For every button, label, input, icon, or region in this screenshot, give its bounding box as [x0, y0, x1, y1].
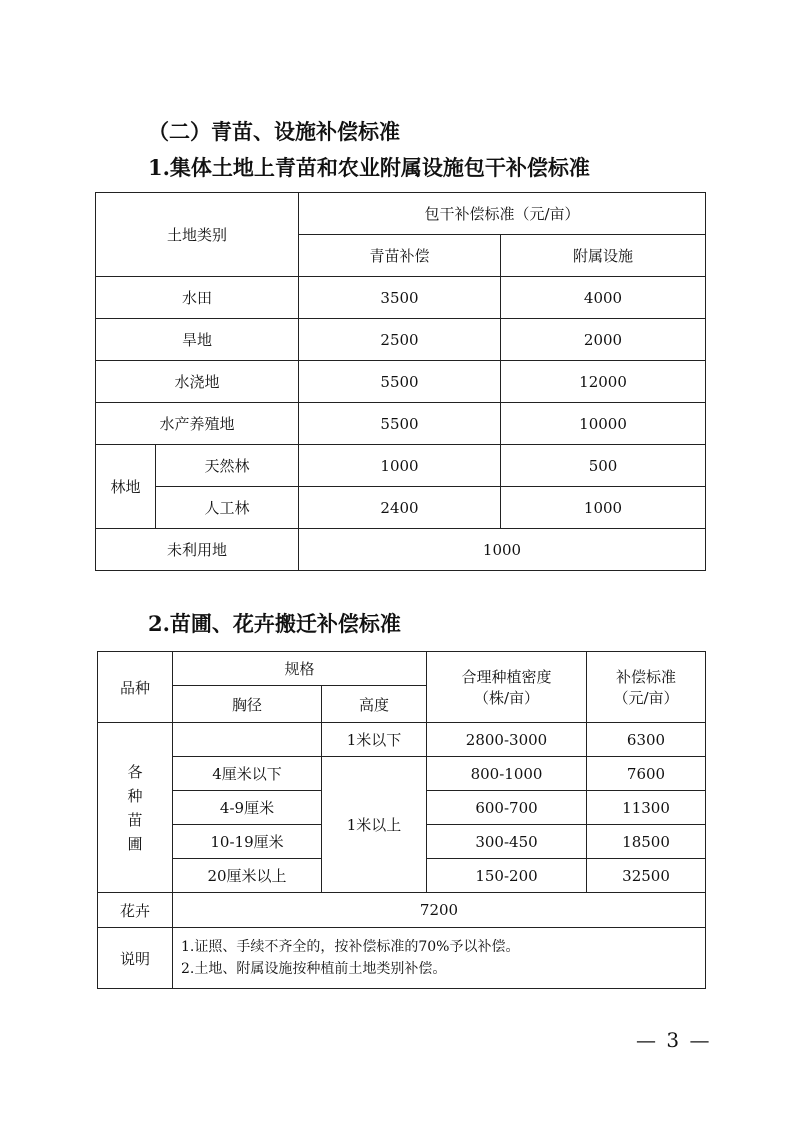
- height-cell: 1米以上: [322, 757, 427, 893]
- land-type-cell: 未利用地: [96, 529, 299, 571]
- nursery-label: [98, 723, 173, 893]
- table-row: [96, 361, 706, 403]
- seedling-value: 3500: [299, 277, 501, 319]
- table-row: [98, 723, 706, 757]
- diameter-cell: 20厘米以上: [173, 859, 322, 893]
- standard-cell: 18500: [587, 825, 706, 859]
- standard-cell: 32500: [587, 859, 706, 893]
- notes-label: 说明: [98, 928, 173, 989]
- table-row: [96, 529, 706, 571]
- land-type-cell: 水产养殖地: [96, 403, 299, 445]
- land-type-cell: 天然林: [156, 445, 299, 487]
- header-compensation-group: 包干补偿标准（元/亩）: [299, 193, 706, 235]
- header-density-label: 合理种植密度: [461, 668, 552, 686]
- flower-label: 花卉: [98, 893, 173, 928]
- header-diameter: 胸径: [173, 686, 322, 723]
- header-height: 高度: [322, 686, 427, 723]
- table-row: [98, 928, 706, 989]
- table-row: [96, 445, 706, 487]
- density-cell: 600-700: [427, 791, 587, 825]
- header-density-unit: （株/亩）: [473, 689, 540, 707]
- land-type-cell: 旱地: [96, 319, 299, 361]
- facility-value: 12000: [501, 361, 706, 403]
- header-facility: 附属设施: [501, 235, 706, 277]
- note-line: 1.证照、手续不齐全的，按补偿标准的70%予以补偿。: [181, 939, 520, 955]
- facility-value: 500: [501, 445, 706, 487]
- table-row: [96, 403, 706, 445]
- standard-cell: 11300: [587, 791, 706, 825]
- facility-value: 4000: [501, 277, 706, 319]
- table2-title: 2.苗圃、花卉搬迁补偿标准: [148, 611, 401, 636]
- compensation-table-seedlings: [95, 192, 706, 571]
- seedling-value: 1000: [299, 445, 501, 487]
- seedling-value: 2400: [299, 487, 501, 529]
- table-row: [96, 319, 706, 361]
- seedling-value: 5500: [299, 361, 501, 403]
- table-row: [96, 487, 706, 529]
- nursery-label-char: 种: [127, 786, 143, 805]
- header-variety: 品种: [98, 652, 173, 723]
- unused-value: 1000: [299, 529, 706, 571]
- notes-content: [173, 928, 706, 989]
- nursery-label-char: 圃: [127, 834, 143, 853]
- table-row: [98, 757, 706, 791]
- header-spec: 规格: [173, 652, 427, 686]
- page-number: — 3 —: [636, 1028, 712, 1052]
- header-density: [427, 652, 587, 723]
- density-cell: 2800-3000: [427, 723, 587, 757]
- diameter-cell: 4厘米以下: [173, 757, 322, 791]
- diameter-cell: [173, 723, 322, 757]
- seedling-value: 2500: [299, 319, 501, 361]
- facility-value: 2000: [501, 319, 706, 361]
- header-standard-label: 补偿标准: [616, 668, 677, 686]
- header-seedling: 青苗补偿: [299, 235, 501, 277]
- land-type-cell: 人工林: [156, 487, 299, 529]
- table-row: [98, 893, 706, 928]
- nursery-label-char: 各: [127, 762, 143, 781]
- standard-cell: 6300: [587, 723, 706, 757]
- facility-value: 10000: [501, 403, 706, 445]
- note-line: 2.土地、附属设施按种植前土地类别补偿。: [181, 961, 447, 977]
- compensation-table-nursery: [97, 651, 706, 989]
- facility-value: 1000: [501, 487, 706, 529]
- standard-cell: 7600: [587, 757, 706, 791]
- section-title: （二）青苗、设施补偿标准: [148, 119, 400, 144]
- header-standard-unit: （元/亩）: [613, 689, 679, 707]
- nursery-label-char: 苗: [127, 810, 143, 829]
- density-cell: 150-200: [427, 859, 587, 893]
- diameter-cell: 4-9厘米: [173, 791, 322, 825]
- height-cell: 1米以下: [322, 723, 427, 757]
- seedling-value: 5500: [299, 403, 501, 445]
- density-cell: 800-1000: [427, 757, 587, 791]
- diameter-cell: 10-19厘米: [173, 825, 322, 859]
- header-land-type: 土地类别: [96, 193, 299, 277]
- table-row: [96, 277, 706, 319]
- table1-title: 1.集体土地上青苗和农业附属设施包干补偿标准: [148, 155, 590, 180]
- header-standard: [587, 652, 706, 723]
- land-type-cell: 水浇地: [96, 361, 299, 403]
- flower-value: 7200: [173, 893, 706, 928]
- density-cell: 300-450: [427, 825, 587, 859]
- forest-label: 林地: [96, 445, 156, 529]
- land-type-cell: 水田: [96, 277, 299, 319]
